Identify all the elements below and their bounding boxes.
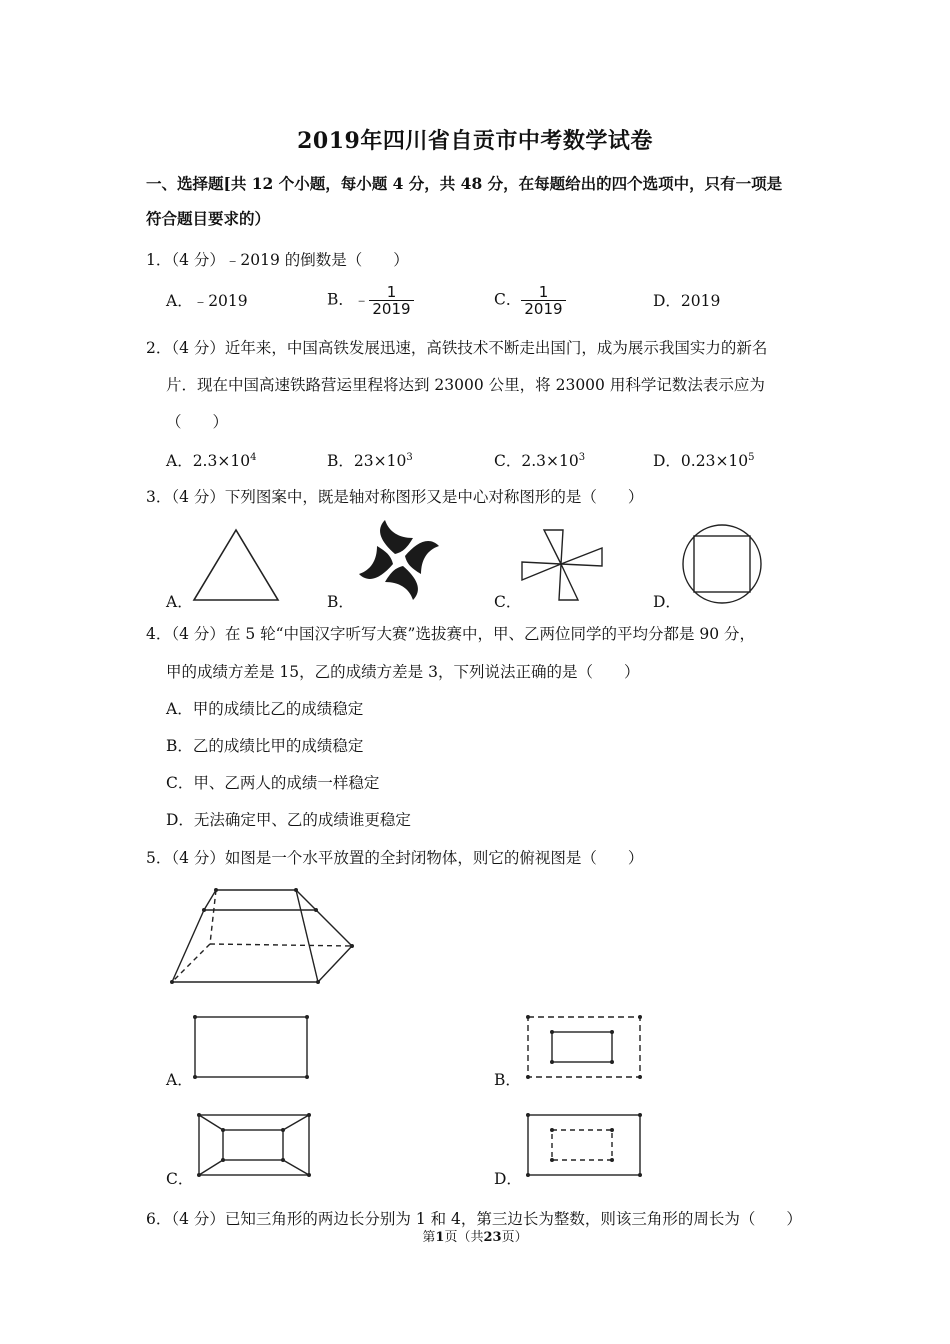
q5-solid-figure	[168, 890, 358, 986]
q5-option-b-figure	[525, 1014, 643, 1080]
q2-option-b	[327, 449, 413, 471]
q4-line1: 4．（4 分）在 5 轮“中国汉字听写大赛”选拔赛中，甲、乙两位同学的平均分都是 90 分，	[146, 625, 756, 643]
q1-option-c-fraction	[521, 284, 565, 317]
q2-option-c-base: C．2.3×10	[494, 452, 579, 470]
q6-stem: 6．（4 分）已知三角形的两边长分别为 1 和 4，第三边长为整数，则该三角形的周长为（ ）	[146, 1210, 802, 1228]
q2-option-c-exponent: 3	[578, 451, 586, 463]
q3-option-d-circle-square-figure	[680, 522, 764, 606]
q2-option-b-exponent: 3	[406, 451, 413, 463]
footer-middle: 页（共	[444, 1230, 484, 1245]
q1-option-c-denominator: 2019	[521, 300, 565, 317]
q1-stem: 1．（4 分）﹣2019 的倒数是（ ）	[146, 251, 409, 269]
q1-option-b-numerator: 1	[386, 283, 397, 301]
footer-page-number: 1	[435, 1230, 445, 1245]
q5-stem: 5．（4 分）如图是一个水平放置的全封闭物体，则它的俯视图是（ ）	[146, 849, 644, 867]
q2-option-a	[166, 449, 256, 471]
q3-option-b-label: B．	[327, 593, 354, 611]
q4-option-a: A．甲的成绩比乙的成绩稳定	[166, 700, 364, 718]
q4-option-c: C．甲、乙两人的成绩一样稳定	[166, 774, 380, 792]
q3-option-c-windmill-figure	[520, 526, 606, 604]
footer-suffix: 页）	[501, 1230, 528, 1245]
q2-option-c	[494, 449, 585, 471]
q2-line1: 2．（4 分）近年来，中国高铁发展迅速，高铁技术不断走出国门，成为展示我国实力的新名	[146, 339, 768, 357]
q3-option-d-label: D．	[653, 593, 681, 611]
q4-option-d: D．无法确定甲、乙的成绩谁更稳定	[166, 811, 411, 829]
q3-option-c-label: C．	[494, 593, 522, 611]
q4-option-b: B．乙的成绩比甲的成绩稳定	[166, 737, 364, 755]
q1-option-c	[494, 284, 566, 317]
page-footer	[0, 1226, 950, 1245]
footer-prefix: 第	[422, 1230, 436, 1245]
q5-option-a-figure	[192, 1014, 310, 1080]
q4-line2: 甲的成绩方差是 15，乙的成绩方差是 3，下列说法正确的是（ ）	[166, 663, 640, 681]
q1-option-c-prefix: C．	[494, 290, 522, 309]
q2-option-a-base: A．2.3×10	[166, 452, 251, 470]
page-title: 2019年四川省自贡市中考数学试卷	[297, 128, 653, 154]
q3-stem: 3．（4 分）下列图案中，既是轴对称图形又是中心对称图形的是（ ）	[146, 488, 644, 506]
q2-line2: 片．现在中国高速铁路营运里程将达到 23000 公里，将 23000 用科学记数法表示应为	[166, 376, 765, 394]
section-heading	[146, 166, 816, 236]
q1-option-c-numerator: 1	[538, 283, 549, 301]
footer-total-pages: 23	[483, 1230, 502, 1245]
q2-option-d-exponent: 5	[748, 451, 755, 463]
q1-option-b-fraction	[369, 284, 413, 317]
section-heading-line1: 一、选择题[共 12 个小题，每小题 4 分，共 48 分，在每题给出的四个选项中，只有一项是	[146, 174, 783, 193]
q2-line3: （ ）	[166, 413, 229, 431]
q3-option-a-triangle-figure	[190, 528, 282, 604]
q2-option-b-base: B．23×10	[327, 452, 407, 470]
q1-option-b-prefix: B．﹣	[327, 290, 370, 309]
q5-option-c-figure	[196, 1112, 312, 1178]
q3-option-a-label: A．	[166, 593, 193, 611]
q5-option-c-label: C．	[166, 1170, 194, 1188]
q2-option-d-base: D．0.23×10	[653, 452, 749, 470]
q5-option-b-label: B．	[494, 1071, 521, 1089]
q1-option-d: D．2019	[653, 292, 721, 310]
q3-option-b-pinwheel-figure	[357, 518, 441, 602]
q1-option-a: A．﹣2019	[166, 292, 248, 310]
q2-option-a-exponent: 4	[250, 451, 257, 463]
section-heading-line2: 符合题目要求的）	[146, 209, 271, 228]
q1-option-b	[327, 284, 414, 317]
q1-option-b-denominator: 2019	[369, 300, 413, 317]
q5-option-a-label: A．	[166, 1071, 193, 1089]
q5-option-d-figure	[525, 1112, 643, 1178]
q2-option-d	[653, 449, 755, 471]
q5-option-d-label: D．	[494, 1170, 522, 1188]
